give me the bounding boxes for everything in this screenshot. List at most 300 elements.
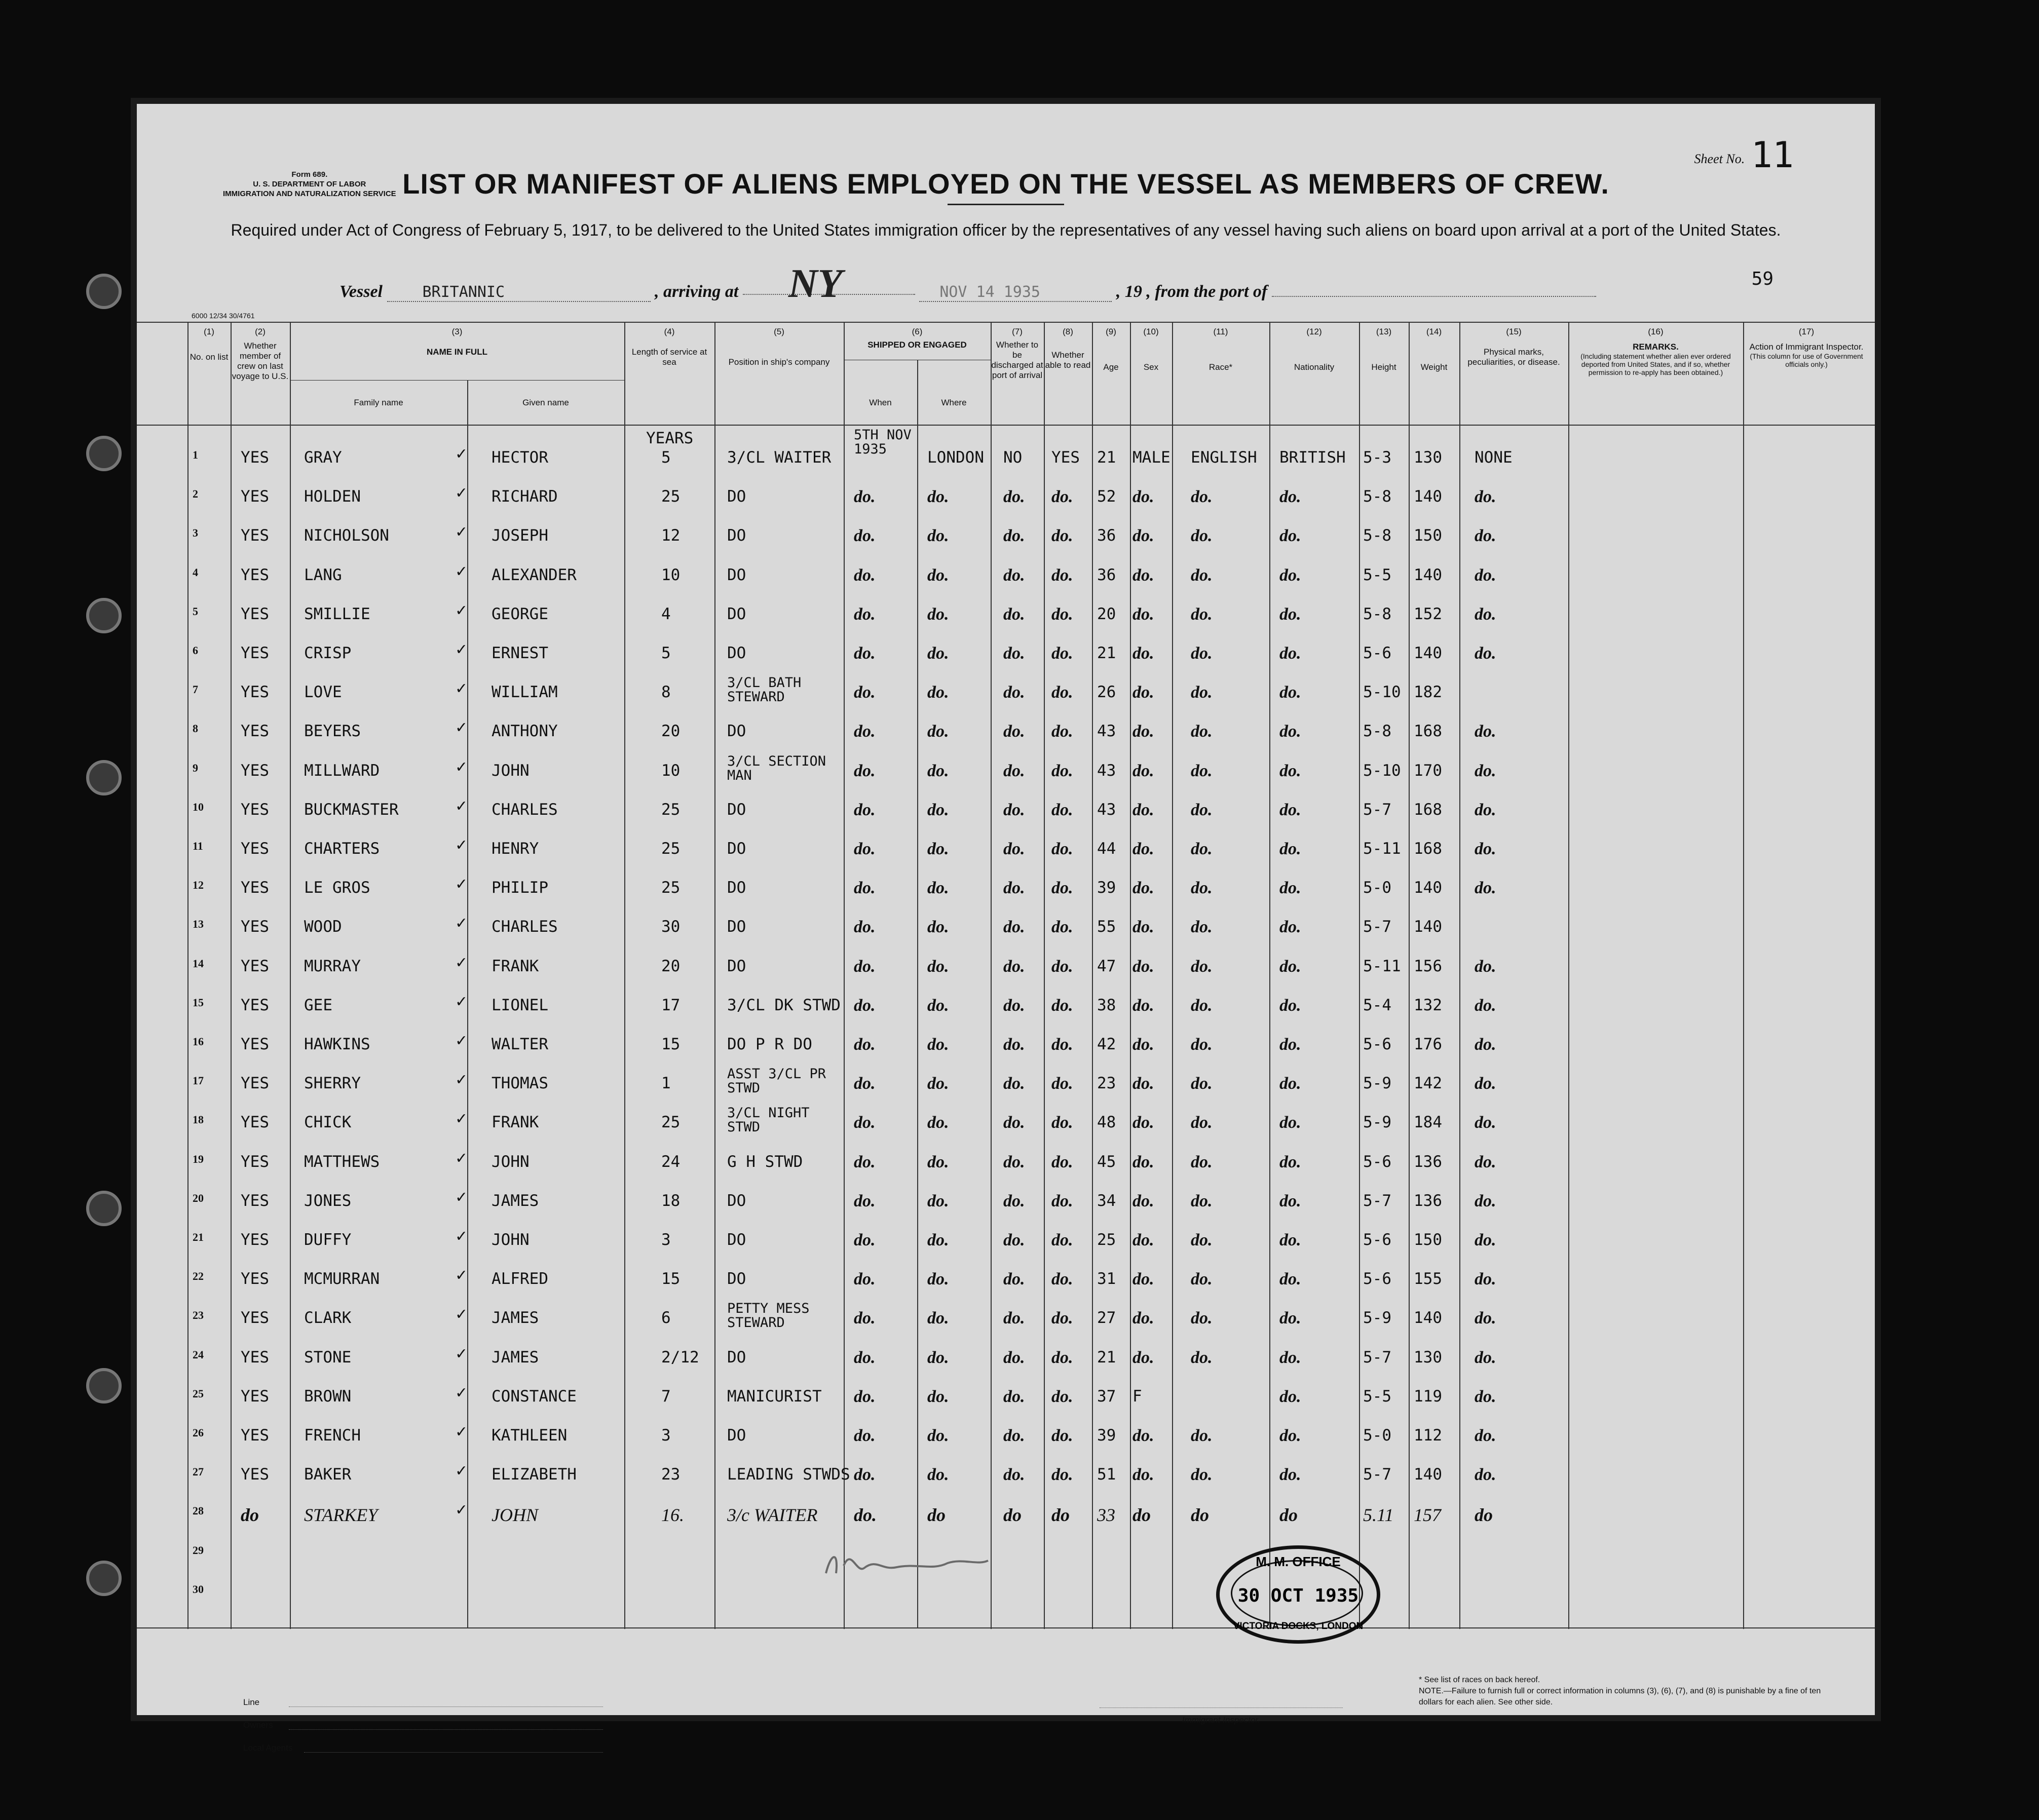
given-name-cell: JOHN bbox=[492, 1505, 538, 1526]
voyage-cell: YES bbox=[241, 879, 269, 897]
read-cell: do. bbox=[1051, 800, 1073, 819]
table-row bbox=[137, 1460, 1875, 1504]
header-label: Whether able to read bbox=[1045, 350, 1091, 370]
race-cell: do. bbox=[1191, 683, 1213, 702]
voyage-cell: YES bbox=[241, 1152, 269, 1171]
header-label: Weight bbox=[1420, 362, 1448, 372]
nationality-cell: do. bbox=[1279, 722, 1301, 741]
height-cell: 5-6 bbox=[1363, 1035, 1391, 1053]
header-num: (4) bbox=[664, 327, 675, 336]
header-sex bbox=[1130, 327, 1172, 372]
race-cell: do. bbox=[1191, 879, 1213, 898]
nationality-cell: do. bbox=[1279, 526, 1301, 546]
voyage-cell: YES bbox=[241, 526, 269, 545]
shipped-when-cell: 5TH NOV 1935 bbox=[854, 427, 912, 457]
header-label: NAME IN FULL bbox=[427, 347, 487, 357]
header-label: Age bbox=[1103, 362, 1119, 372]
table-row bbox=[137, 835, 1875, 878]
header-nationality bbox=[1269, 327, 1359, 372]
marks-cell: do. bbox=[1475, 1035, 1496, 1054]
read-cell: do. bbox=[1051, 1270, 1073, 1289]
age-cell: 36 bbox=[1097, 565, 1116, 584]
family-name-cell: NICHOLSON bbox=[304, 526, 389, 545]
binder-hole bbox=[86, 1191, 122, 1226]
family-name-cell: BROWN bbox=[304, 1387, 352, 1406]
table-row bbox=[137, 1066, 1875, 1113]
given-name-cell: JAMES bbox=[492, 1191, 539, 1210]
no-cell: 11 bbox=[193, 840, 203, 852]
height-cell: 5-6 bbox=[1363, 1231, 1391, 1249]
age-cell: 43 bbox=[1097, 761, 1116, 780]
race-cell: do. bbox=[1191, 487, 1213, 507]
weight-cell: 168 bbox=[1414, 722, 1442, 741]
shipped-where-cell: do. bbox=[927, 879, 949, 898]
check-mark-icon: ✓ bbox=[456, 717, 467, 738]
weight-cell: 170 bbox=[1414, 761, 1442, 780]
shipped-when-cell: do. bbox=[854, 565, 876, 585]
header-remarks bbox=[1568, 327, 1743, 376]
race-cell: do bbox=[1191, 1505, 1209, 1526]
height-cell: 5-5 bbox=[1363, 1387, 1391, 1406]
height-cell: 5-8 bbox=[1363, 722, 1391, 741]
read-cell: do. bbox=[1051, 487, 1073, 507]
voyage-cell: YES bbox=[241, 448, 269, 467]
marks-cell: do. bbox=[1475, 761, 1496, 780]
race-cell: do. bbox=[1191, 565, 1213, 585]
header-label: SHIPPED OR ENGAGED bbox=[867, 340, 967, 350]
shipped-when-cell: do. bbox=[854, 1035, 876, 1054]
sex-cell: do. bbox=[1132, 957, 1154, 976]
table-row bbox=[137, 874, 1875, 917]
table-row bbox=[137, 1583, 1875, 1621]
race-cell: do. bbox=[1191, 1465, 1213, 1485]
check-mark-icon: ✓ bbox=[456, 482, 467, 503]
race-cell: do. bbox=[1191, 996, 1213, 1015]
nationality-cell: do. bbox=[1279, 957, 1301, 976]
nationality-cell: do bbox=[1279, 1505, 1298, 1526]
service-cell: 4 bbox=[661, 604, 671, 623]
weight-cell: 150 bbox=[1414, 1231, 1442, 1249]
service-cell: 3 bbox=[661, 1426, 671, 1445]
weight-cell: 142 bbox=[1414, 1074, 1442, 1093]
height-cell: 5.11 bbox=[1363, 1505, 1394, 1526]
check-mark-icon: ✓ bbox=[456, 952, 467, 972]
age-cell: 21 bbox=[1097, 1348, 1116, 1367]
header-label: Action of Immigrant Inspector. bbox=[1749, 342, 1864, 352]
position-cell: LEADING STWDS bbox=[727, 1465, 850, 1484]
height-cell: 5-11 bbox=[1363, 957, 1401, 975]
given-name-cell: GEORGE bbox=[492, 604, 548, 623]
read-cell: do. bbox=[1051, 722, 1073, 741]
header-num: (11) bbox=[1213, 327, 1228, 336]
race-cell: do. bbox=[1191, 1152, 1213, 1171]
shipped-where-cell: do. bbox=[927, 1426, 949, 1445]
shipped-where-cell: do. bbox=[927, 1191, 949, 1210]
position-cell: PETTY MESS STEWARD bbox=[727, 1301, 810, 1331]
header-label: REMARKS. bbox=[1633, 342, 1679, 352]
no-cell: 8 bbox=[193, 722, 198, 735]
arrival-date: NOV 14 1935 bbox=[919, 283, 1112, 302]
age-cell: 20 bbox=[1097, 604, 1116, 623]
given-name-cell: ALEXANDER bbox=[492, 565, 577, 584]
height-cell: 5-7 bbox=[1363, 800, 1391, 819]
check-mark-icon: ✓ bbox=[456, 443, 467, 464]
header-label: Sex bbox=[1143, 362, 1159, 372]
height-cell: 5-3 bbox=[1363, 448, 1391, 467]
height-cell: 5-7 bbox=[1363, 1348, 1391, 1367]
given-name-cell: CONSTANCE bbox=[492, 1387, 577, 1406]
shipped-where-cell: do. bbox=[927, 957, 949, 976]
given-name-cell: PHILIP bbox=[492, 879, 548, 897]
service-cell: 20 bbox=[661, 957, 681, 975]
shipped-where-cell: do. bbox=[927, 840, 949, 858]
header-race bbox=[1172, 327, 1269, 372]
service-cell: 25 bbox=[661, 800, 681, 819]
shipped-where-cell: do. bbox=[927, 1348, 949, 1367]
no-cell: 4 bbox=[193, 565, 198, 579]
age-cell: 37 bbox=[1097, 1387, 1116, 1406]
height-cell: 5-7 bbox=[1363, 1191, 1391, 1210]
family-name-cell: BEYERS bbox=[304, 722, 361, 741]
sex-cell: do. bbox=[1132, 683, 1154, 702]
marks-cell: do. bbox=[1475, 1074, 1496, 1093]
weight-cell: 130 bbox=[1414, 448, 1442, 467]
shipped-when-cell: do. bbox=[854, 526, 876, 546]
nationality-cell: do. bbox=[1279, 1113, 1301, 1132]
shipped-when-cell: do. bbox=[854, 1426, 876, 1445]
name-subheader-rule bbox=[290, 380, 624, 381]
read-cell: do. bbox=[1051, 565, 1073, 585]
discharged-cell: do. bbox=[1003, 1465, 1025, 1485]
shipped-where-cell: do. bbox=[927, 761, 949, 780]
nationality-cell: do. bbox=[1279, 1270, 1301, 1289]
shipped-where-cell: do. bbox=[927, 1465, 949, 1485]
service-cell: 5 bbox=[661, 448, 671, 467]
marks-cell: do. bbox=[1475, 1387, 1496, 1406]
height-cell: 5-7 bbox=[1363, 1465, 1391, 1484]
age-cell: 36 bbox=[1097, 526, 1116, 545]
voyage-cell: YES bbox=[241, 1309, 269, 1328]
vessel-label: Vessel bbox=[339, 282, 383, 301]
given-name-cell: JOHN bbox=[492, 1231, 530, 1249]
age-cell: 21 bbox=[1097, 448, 1116, 467]
no-cell: 27 bbox=[193, 1465, 204, 1478]
height-cell: 5-11 bbox=[1363, 840, 1401, 858]
read-cell: do. bbox=[1051, 604, 1073, 624]
sheet-label: Sheet No. bbox=[1694, 151, 1745, 166]
no-cell: 23 bbox=[193, 1309, 204, 1322]
family-name-cell: HOLDEN bbox=[304, 487, 361, 506]
discharged-cell: do. bbox=[1003, 1074, 1025, 1093]
nationality-cell: do. bbox=[1279, 644, 1301, 663]
header-label: Race* bbox=[1209, 362, 1233, 372]
discharged-cell: do bbox=[1003, 1505, 1022, 1526]
no-cell: 16 bbox=[193, 1035, 204, 1048]
race-cell: do. bbox=[1191, 1426, 1213, 1445]
race-cell: ENGLISH bbox=[1191, 448, 1257, 467]
check-mark-icon: ✓ bbox=[456, 678, 467, 699]
check-mark-icon: ✓ bbox=[456, 1108, 467, 1129]
footer-owners-rule bbox=[289, 1729, 603, 1730]
given-name-cell: HENRY bbox=[492, 840, 539, 858]
header-num: (12) bbox=[1306, 327, 1322, 336]
header-position bbox=[714, 327, 844, 367]
sex-cell: do. bbox=[1132, 1309, 1154, 1328]
age-cell: 31 bbox=[1097, 1270, 1116, 1288]
marks-cell: do. bbox=[1475, 604, 1496, 624]
no-cell: 3 bbox=[193, 526, 198, 540]
age-cell: 47 bbox=[1097, 957, 1116, 975]
discharged-cell: do. bbox=[1003, 1191, 1025, 1210]
header-num: (13) bbox=[1376, 327, 1392, 336]
voyage-cell: YES bbox=[241, 957, 269, 975]
shipped-when-cell: do. bbox=[854, 1270, 876, 1289]
service-cell: 1 bbox=[661, 1074, 671, 1093]
age-cell: 23 bbox=[1097, 1074, 1116, 1093]
service-cell: 12 bbox=[661, 526, 681, 545]
shipped-when-cell: do. bbox=[854, 1191, 876, 1210]
age-cell: 45 bbox=[1097, 1152, 1116, 1171]
voyage-cell: YES bbox=[241, 840, 269, 858]
height-cell: 5-0 bbox=[1363, 1426, 1391, 1445]
weight-cell: 140 bbox=[1414, 487, 1442, 506]
read-cell: do. bbox=[1051, 957, 1073, 976]
race-cell: do. bbox=[1191, 1113, 1213, 1132]
position-cell: DO bbox=[727, 1270, 746, 1288]
table-row bbox=[137, 521, 1875, 565]
discharged-cell: do. bbox=[1003, 1309, 1025, 1328]
voyage-cell: YES bbox=[241, 1387, 269, 1406]
weight-cell: 136 bbox=[1414, 1191, 1442, 1210]
header-num: (10) bbox=[1143, 327, 1159, 336]
header-num: (9) bbox=[1106, 327, 1116, 336]
family-name-cell: HAWKINS bbox=[304, 1035, 370, 1053]
read-cell: do. bbox=[1051, 644, 1073, 663]
discharged-cell: do. bbox=[1003, 1231, 1025, 1249]
nationality-cell: do. bbox=[1279, 840, 1301, 858]
marks-cell: do. bbox=[1475, 487, 1496, 507]
header-num: (15) bbox=[1506, 327, 1522, 336]
no-cell: 1 bbox=[193, 448, 198, 461]
race-cell: do. bbox=[1191, 1348, 1213, 1367]
service-cell: 20 bbox=[661, 722, 681, 741]
discharged-cell: do. bbox=[1003, 957, 1025, 976]
nationality-cell: do. bbox=[1279, 565, 1301, 585]
position-cell: DO bbox=[727, 1191, 746, 1210]
position-cell: 3/CL DK STWD bbox=[727, 996, 841, 1014]
position-cell: 3/c WAITER bbox=[727, 1505, 818, 1526]
service-cell: 17 bbox=[661, 996, 681, 1014]
shipped-where-cell: do. bbox=[927, 1113, 949, 1132]
header-when: When bbox=[869, 398, 892, 407]
shipped-when-cell: do. bbox=[854, 957, 876, 976]
mm-office-stamp bbox=[1216, 1545, 1380, 1644]
weight-cell: 130 bbox=[1414, 1348, 1442, 1367]
read-cell: do. bbox=[1051, 918, 1073, 937]
table-row bbox=[137, 1030, 1875, 1074]
weight-cell: 140 bbox=[1414, 879, 1442, 897]
voyage-cell: YES bbox=[241, 1231, 269, 1249]
table-row bbox=[137, 753, 1875, 800]
service-cell: 10 bbox=[661, 565, 681, 584]
discharged-cell: do. bbox=[1003, 526, 1025, 546]
header-label: No. on list bbox=[190, 352, 229, 362]
no-cell: 10 bbox=[193, 800, 204, 813]
table-row bbox=[137, 599, 1875, 643]
header-note: (This column for use of Government officials only.) bbox=[1750, 352, 1863, 368]
header-num: (14) bbox=[1426, 327, 1442, 336]
header-label: Position in ship's company bbox=[728, 357, 830, 367]
table-row bbox=[137, 795, 1875, 839]
height-cell: 5-6 bbox=[1363, 1152, 1391, 1171]
height-cell: 5-6 bbox=[1363, 644, 1391, 662]
read-cell: do. bbox=[1051, 1231, 1073, 1249]
read-cell: do. bbox=[1051, 1309, 1073, 1328]
table-row bbox=[137, 991, 1875, 1035]
binder-hole bbox=[86, 436, 122, 471]
voyage-cell: YES bbox=[241, 1348, 269, 1367]
position-cell: DO bbox=[727, 840, 746, 858]
sex-cell: do. bbox=[1132, 565, 1154, 585]
table-row bbox=[137, 1301, 1875, 1347]
nationality-cell: do. bbox=[1279, 1309, 1301, 1328]
age-cell: 34 bbox=[1097, 1191, 1116, 1210]
discharged-cell: do. bbox=[1003, 604, 1025, 624]
race-cell: do. bbox=[1191, 604, 1213, 624]
given-name-cell: JOHN bbox=[492, 1152, 530, 1171]
position-cell: DO bbox=[727, 722, 746, 741]
age-cell: 55 bbox=[1097, 918, 1116, 936]
header-num: (8) bbox=[1063, 327, 1073, 336]
no-cell: 9 bbox=[193, 761, 198, 774]
check-mark-icon: ✓ bbox=[456, 1186, 467, 1207]
race-cell: do. bbox=[1191, 1191, 1213, 1210]
read-cell: YES bbox=[1051, 448, 1080, 467]
voyage-cell: YES bbox=[241, 1074, 269, 1093]
nationality-cell: do. bbox=[1279, 1348, 1301, 1367]
given-name-cell: FRANK bbox=[492, 1113, 539, 1132]
shipped-when-cell: do. bbox=[854, 840, 876, 858]
service-cell: 24 bbox=[661, 1152, 681, 1171]
sex-cell: do. bbox=[1132, 1113, 1154, 1132]
height-cell: 5-9 bbox=[1363, 1074, 1391, 1093]
shipped-where-cell: do. bbox=[927, 1387, 949, 1406]
header-num: (5) bbox=[774, 327, 784, 336]
no-cell: 24 bbox=[193, 1348, 204, 1361]
given-name-cell: JAMES bbox=[492, 1309, 539, 1328]
voyage-cell: do bbox=[241, 1505, 259, 1526]
no-cell: 12 bbox=[193, 879, 204, 892]
read-cell: do. bbox=[1051, 1191, 1073, 1210]
service-cell: 3 bbox=[661, 1231, 671, 1249]
sex-cell: do. bbox=[1132, 1152, 1154, 1171]
given-name-cell: JOSEPH bbox=[492, 526, 548, 545]
service-name: IMMIGRATION AND NATURALIZATION SERVICE bbox=[223, 189, 396, 198]
check-mark-icon: ✓ bbox=[456, 756, 467, 777]
height-cell: 5-10 bbox=[1363, 683, 1401, 702]
position-cell: ASST 3/CL PR STWD bbox=[727, 1066, 826, 1096]
table-row bbox=[137, 1382, 1875, 1426]
shipped-when-cell: do. bbox=[854, 800, 876, 819]
position-cell: DO bbox=[727, 487, 746, 506]
family-name-cell: SMILLIE bbox=[304, 604, 370, 623]
header-num: (7) bbox=[1012, 327, 1023, 336]
sex-cell: do. bbox=[1132, 840, 1154, 858]
age-cell: 27 bbox=[1097, 1309, 1116, 1328]
nationality-cell: do. bbox=[1279, 761, 1301, 780]
shipped-where-cell: do. bbox=[927, 604, 949, 624]
age-cell: 52 bbox=[1097, 487, 1116, 506]
weight-cell: 112 bbox=[1414, 1426, 1442, 1445]
check-mark-icon: ✓ bbox=[456, 991, 467, 1011]
age-cell: 44 bbox=[1097, 840, 1116, 858]
header-discharged bbox=[991, 327, 1044, 381]
position-cell: DO bbox=[727, 1348, 746, 1367]
service-cell: 23 bbox=[661, 1465, 681, 1484]
weight-cell: 136 bbox=[1414, 1152, 1442, 1171]
stamp-location: VICTORIA DOCKS, LONDON bbox=[1233, 1621, 1364, 1632]
service-cell: 25 bbox=[661, 879, 681, 897]
sex-cell: do. bbox=[1132, 1231, 1154, 1249]
shipped-when-cell: do. bbox=[854, 879, 876, 898]
position-cell: DO bbox=[727, 918, 746, 936]
family-name-cell: CRISP bbox=[304, 644, 352, 662]
marks-cell: do. bbox=[1475, 1191, 1496, 1210]
table-row bbox=[137, 952, 1875, 996]
race-cell: do. bbox=[1191, 644, 1213, 663]
shipped-where-cell: do. bbox=[927, 1035, 949, 1054]
voyage-cell: YES bbox=[241, 565, 269, 584]
no-cell: 15 bbox=[193, 996, 204, 1009]
discharged-cell: do. bbox=[1003, 644, 1025, 663]
nationality-cell: do. bbox=[1279, 1074, 1301, 1093]
marks-cell: do. bbox=[1475, 800, 1496, 819]
service-cell: 18 bbox=[661, 1191, 681, 1210]
table-row bbox=[137, 675, 1875, 722]
height-cell: 5-0 bbox=[1363, 879, 1391, 897]
race-cell: do. bbox=[1191, 840, 1213, 858]
check-mark-icon: ✓ bbox=[456, 1382, 467, 1402]
height-cell: 5-8 bbox=[1363, 604, 1391, 623]
weight-cell: 132 bbox=[1414, 996, 1442, 1014]
no-cell: 20 bbox=[193, 1191, 204, 1204]
nationality-cell: do. bbox=[1279, 1387, 1301, 1406]
form-number: Form 689. bbox=[291, 170, 328, 179]
read-cell: do. bbox=[1051, 1465, 1073, 1485]
shipped-when-cell: do. bbox=[854, 1465, 876, 1485]
position-cell: MANICURIST bbox=[727, 1387, 822, 1406]
shipped-where-cell: do. bbox=[927, 526, 949, 546]
no-cell: 17 bbox=[193, 1074, 204, 1087]
no-cell: 21 bbox=[193, 1231, 204, 1243]
age-cell: 38 bbox=[1097, 996, 1116, 1014]
nationality-cell: do. bbox=[1279, 604, 1301, 624]
voyage-cell: YES bbox=[241, 918, 269, 936]
discharged-cell: do. bbox=[1003, 996, 1025, 1015]
position-cell: DO bbox=[727, 1426, 746, 1445]
sex-cell: do bbox=[1132, 1505, 1151, 1526]
nationality-cell: do. bbox=[1279, 1426, 1301, 1445]
race-cell: do. bbox=[1191, 1270, 1213, 1289]
binder-hole bbox=[86, 598, 122, 633]
weight-cell: 150 bbox=[1414, 526, 1442, 545]
nationality-cell: BRITISH bbox=[1279, 448, 1346, 467]
given-name-cell: FRANK bbox=[492, 957, 539, 975]
stamp-office: M. M. OFFICE bbox=[1256, 1554, 1341, 1569]
service-cell: 16. bbox=[661, 1505, 684, 1526]
no-cell: 26 bbox=[193, 1426, 204, 1439]
sex-cell: do. bbox=[1132, 1426, 1154, 1445]
